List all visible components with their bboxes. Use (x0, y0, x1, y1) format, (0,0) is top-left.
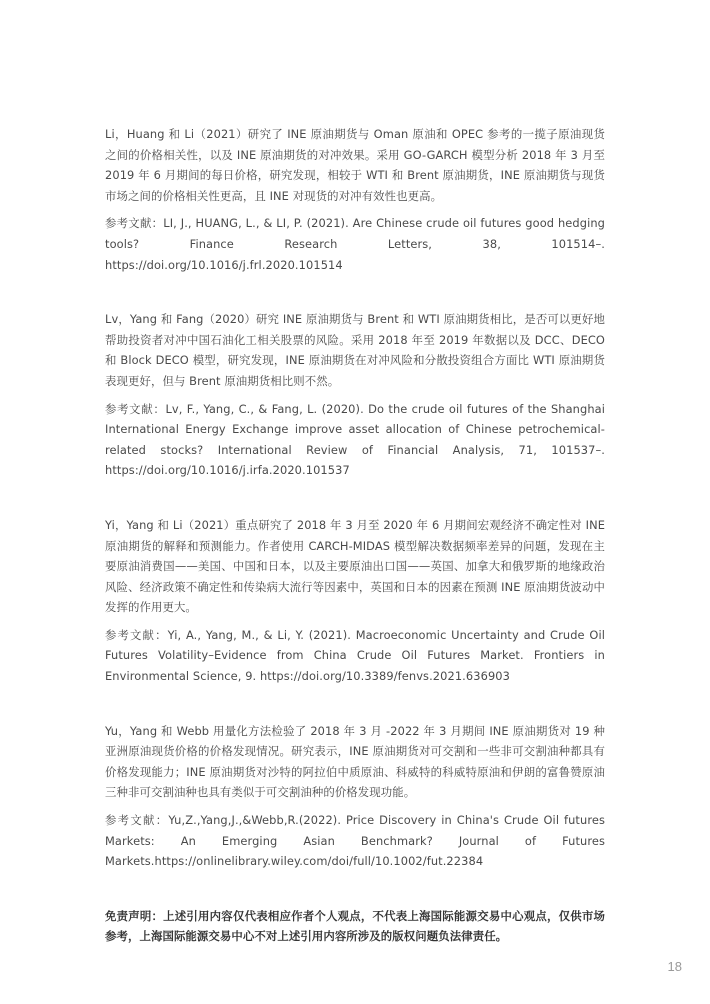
document-body (105, 124, 605, 958)
entry-summary: Li，Huang 和 Li（2021）研究了 INE 原油期货与 Oman 原油和 OPEC 参考的一揽子原油现货之间的价格相关性，以及 INE 原油期货的对冲效果。采用 GO-GARCH 模型分析 2018 年 3 月至 2019 年 6 月期间的每日价格，研究发现，相较于 WTI 和 Brent 原油期货，INE 原油期货与现货市场之间的价格相关性更高，且 INE 对现货的对冲有效性也更高。 (105, 127, 605, 203)
entry-reference: 参考文献：LI, J., HUANG, L., & LI, P. (2021). Are Chinese crude oil futures good hedging tools? Finance Research Letters, 38, 101514–. https://doi.org/10.1016/j.frl.2020.101514 (105, 216, 605, 272)
entry-reference: 参考文献：Lv, F., Yang, C., & Fang, L. (2020). Do the crude oil futures of the Shanghai International Energy Exchange improve asset allocation of Chinese petrochemical-related stocks? International Review of Financial Analysis, 71, 101537–. https://doi.org/10.1016/j.irfa.2020.101537 (105, 401, 605, 478)
disclaimer-text: 免责声明：上述引用内容仅代表相应作者个人观点，不代表上海国际能源交易中心观点，仅供市场参考，上海国际能源交易中心不对上述引用内容所涉及的版权问题负法律责任。 (105, 908, 605, 944)
literature-entry-1 (105, 124, 605, 275)
entry-reference: 参考文献：Yu,Z.,Yang,J.,&Webb,R.(2022). Price Discovery in China's Crude Oil futures Markets: An Emerging Asian Benchmark? Journal of Futures Markets.https://onlinelibrary.wiley.com/doi/full/10.1002/fut.22384 (105, 813, 605, 869)
entry-summary: Lv，Yang 和 Fang（2020）研究 INE 原油期货与 Brent 和 WTI 原油期货相比，是否可以更好地帮助投资者对冲中国石油化工相关股票的风险。采用 2018 年至 2019 年数据以及 DCC、DECO 和 Block DECO 模型，研究发现，INE 原油期货在对冲风险和分散投资组合方面比 WTI 原油期货表现更好，但与 Brent 原油期货相比则不然。 (105, 312, 605, 388)
entry-reference: 参考文献：Yi, A., Yang, M., & Li, Y. (2021). Macroeconomic Uncertainty and Crude Oil Futures Volatility–Evidence from China Crude Oil Futures Market. Frontiers in Environmental Science, 9. https://doi.org/10.3389/fenvs.2021.636903 (105, 627, 605, 684)
literature-entry-4 (105, 721, 605, 872)
page-number: 18 (667, 959, 682, 974)
literature-entry-3 (105, 515, 605, 687)
entry-summary: Yu，Yang 和 Webb 用量化方法检验了 2018 年 3 月 -2022 年 3 月期间 INE 原油期货对 19 种亚洲原油现货价格的价格发现情况。研究表示，INE 原油期货对可交割和一些非可交割油种都具有价格发现能力；INE 原油期货对沙特的阿拉伯中质原油、科威特的科威特原油和伊朗的富鲁赞原油三种非可交割油种也具有类似于可交割油种的价格发现功能。 (105, 723, 605, 800)
literature-entry-2 (105, 309, 605, 481)
entry-summary: Yi，Yang 和 Li（2021）重点研究了 2018 年 3 月至 2020 年 6 月期间宏观经济不确定性对 INE 原油期货的解释和预测能力。作者使用 CARCH-MIDAS 模型解决数据频率差异的问题，发现在主要原油消费国——美国、中国和日本，以及主要原油出口国——英国、加拿大和俄罗斯的地缘政治风险、经济政策不确定性和传染病大流行等因素中，英国和日本的因素在预测 INE 原油期货波动中发挥的作用更大。 (105, 517, 605, 615)
